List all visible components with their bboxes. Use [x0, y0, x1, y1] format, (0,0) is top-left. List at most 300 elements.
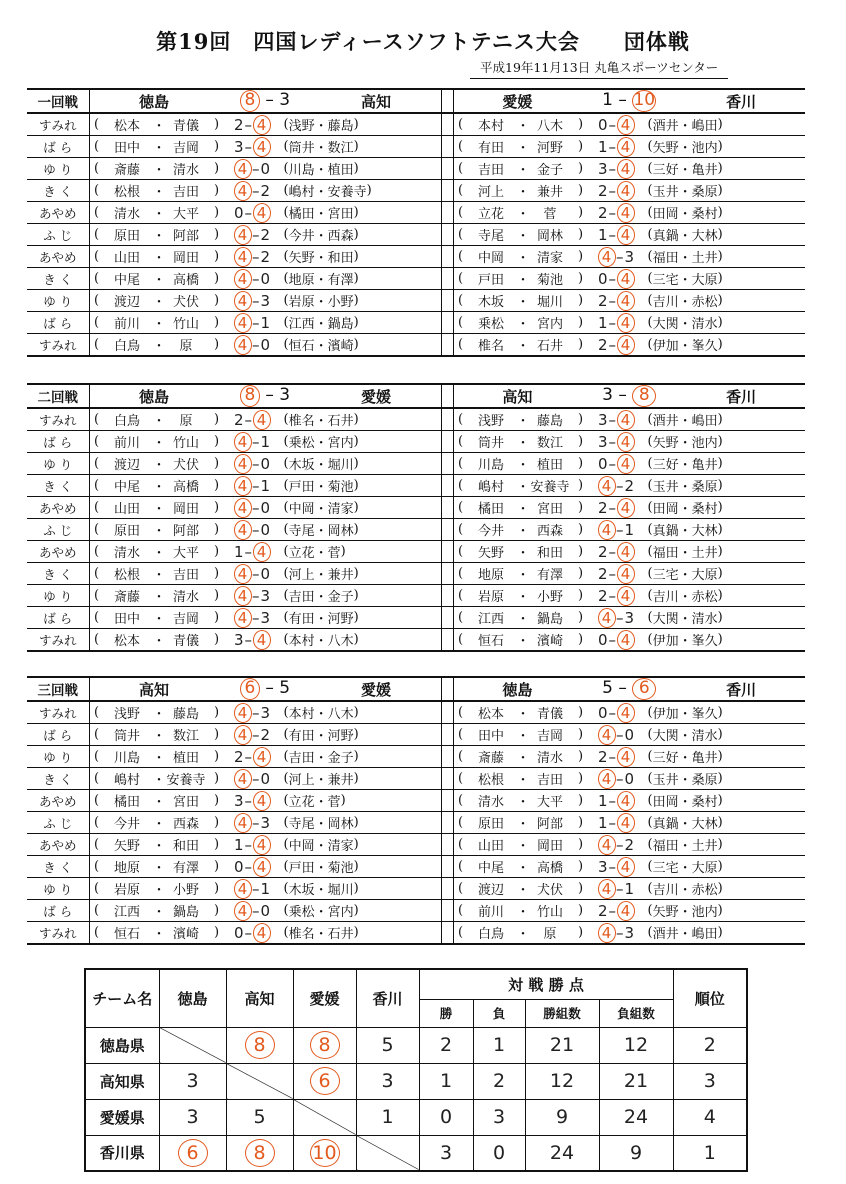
player-name: 矢野 [113, 839, 140, 854]
open-paren: ( [647, 815, 653, 830]
match-category: すみれ [27, 334, 89, 357]
score-dash: – [615, 879, 625, 898]
standings-row [85, 1027, 747, 1063]
match-row [27, 563, 805, 585]
player-name: 嶋田 [691, 119, 718, 134]
match-cell [89, 136, 441, 158]
standings-points: 0 [473, 1135, 525, 1171]
match-category: ゆ り [27, 746, 89, 768]
match-category: あやめ [27, 246, 89, 268]
name-separator: ・ [516, 317, 530, 332]
player-name: 江西 [477, 612, 504, 627]
player-name: 岡林 [327, 817, 354, 832]
pair-a [90, 586, 222, 605]
player-name: 阿部 [172, 524, 199, 539]
open-paren: ( [647, 227, 653, 242]
round-team-header [89, 384, 441, 408]
team-b-name: 香川 [726, 387, 757, 406]
game-score [586, 203, 648, 223]
round-label: 二回戦 [27, 384, 89, 408]
player-name: 赤松 [691, 883, 718, 898]
round-team-header [89, 677, 441, 701]
player-name: 清水 [691, 317, 718, 332]
open-paren: ( [93, 227, 100, 242]
player-name: 吉川 [652, 883, 679, 898]
open-paren: ( [647, 859, 653, 874]
match-cell [89, 312, 441, 334]
player-name: 清家 [327, 502, 354, 517]
score-dash: – [608, 159, 618, 178]
standings-vs-score: 6 [178, 1139, 208, 1167]
player-name: 大関 [652, 317, 679, 332]
close-paren: ) [717, 881, 723, 896]
pair-a [454, 410, 586, 429]
open-paren: ( [457, 456, 464, 471]
match-row [27, 856, 805, 878]
match-pairing [454, 137, 806, 157]
match-row [27, 290, 805, 312]
match-cell [453, 334, 805, 357]
pair-b [284, 813, 412, 832]
close-paren: ) [577, 727, 584, 742]
player-name: 酒井 [652, 927, 679, 942]
match-cell [453, 408, 805, 431]
game-score [586, 608, 648, 628]
close-paren: ) [353, 500, 359, 515]
match-cell [453, 724, 805, 746]
player-name: 三宅 [652, 568, 679, 583]
player-name: 伊加 [652, 707, 679, 722]
player-name: 安養寺 [166, 773, 206, 788]
name-separator: ・ [678, 524, 692, 539]
match-cell [89, 113, 441, 136]
match-pairing [454, 313, 806, 333]
player-name: 清水 [172, 163, 199, 178]
player-name: 数江 [172, 729, 199, 744]
player-name: 数江 [327, 141, 354, 156]
round-table [27, 383, 805, 652]
score-b: 4 [617, 542, 635, 562]
team-b-score: 8 [632, 385, 656, 407]
pair-a [90, 703, 222, 722]
pair-b [284, 586, 412, 605]
name-separator: ・ [152, 795, 166, 810]
player-name: 兼井 [327, 773, 354, 788]
pair-a [90, 247, 222, 266]
column-separator [441, 334, 453, 357]
name-separator: ・ [152, 458, 166, 473]
game-score [222, 291, 284, 311]
player-name: 岡田 [536, 839, 563, 854]
name-separator: ・ [678, 251, 692, 266]
close-paren: ) [353, 293, 359, 308]
open-paren: ( [283, 881, 289, 896]
close-paren: ) [353, 117, 359, 132]
player-name: 川島 [113, 751, 140, 766]
close-paren: ) [577, 749, 584, 764]
player-name: 寺尾 [288, 524, 315, 539]
game-score [586, 542, 648, 562]
player-name: 植田 [172, 751, 199, 766]
close-paren: ) [717, 337, 723, 352]
pair-a [454, 247, 586, 266]
name-separator: ・ [152, 773, 166, 788]
match-cell [453, 180, 805, 202]
score-dash: – [259, 90, 280, 110]
match-cell [453, 746, 805, 768]
pair-b [284, 410, 412, 429]
match-row [27, 431, 805, 453]
pair-a [90, 203, 222, 222]
pair-a [90, 291, 222, 310]
standings-vs-cell [159, 1099, 226, 1135]
match-cell [453, 834, 805, 856]
score-dash: – [615, 608, 625, 627]
player-name: 嶋田 [691, 414, 718, 429]
pair-b [284, 498, 412, 517]
player-name: 宮田 [172, 795, 199, 810]
standings-points: 2 [473, 1063, 525, 1099]
close-paren: ) [213, 925, 220, 940]
player-name: 菅 [327, 795, 341, 810]
name-separator: ・ [516, 707, 530, 722]
player-name: 斎藤 [113, 163, 140, 178]
player-name: 藤島 [327, 119, 354, 134]
score-b: 4 [617, 432, 635, 452]
open-paren: ( [93, 749, 100, 764]
close-paren: ) [577, 705, 584, 720]
close-paren: ) [213, 903, 220, 918]
name-separator: ・ [152, 590, 166, 605]
standings-self-cell [293, 1099, 356, 1135]
score-b: 0 [260, 498, 272, 517]
player-name: 矢野 [477, 546, 504, 561]
close-paren: ) [717, 478, 723, 493]
match-category: すみれ [27, 408, 89, 431]
player-name: 本村 [288, 707, 315, 722]
score-a: 4 [234, 247, 252, 267]
player-name: 吉岡 [172, 612, 199, 627]
pair-a [454, 225, 586, 244]
player-name: 岩原 [288, 295, 315, 310]
match-cell [453, 812, 805, 834]
game-score [586, 225, 648, 245]
close-paren: ) [213, 588, 220, 603]
pair-b [284, 476, 412, 495]
score-dash: – [251, 291, 261, 310]
open-paren: ( [647, 271, 653, 286]
name-separator: ・ [314, 119, 328, 134]
standings-points: 3 [473, 1099, 525, 1135]
name-separator: ・ [678, 229, 692, 244]
document-title: 第19回 四国レディースソフトテニス大会 団体戦 [156, 29, 690, 54]
pair-b [648, 269, 776, 288]
player-name: 和田 [536, 546, 563, 561]
team-match-header [90, 385, 441, 407]
match-cell [89, 408, 441, 431]
name-separator: ・ [516, 163, 530, 178]
game-score [586, 137, 648, 157]
pair-a [90, 115, 222, 134]
score-b: 4 [253, 835, 271, 855]
player-name: 立花 [288, 795, 315, 810]
close-paren: ) [717, 522, 723, 537]
standings-table [84, 968, 748, 1172]
match-cell [453, 453, 805, 475]
score-b: 3 [624, 608, 636, 627]
close-paren: ) [213, 271, 220, 286]
score-b: 1 [260, 476, 272, 495]
player-name: 橘田 [288, 207, 315, 222]
open-paren: ( [283, 183, 289, 198]
player-name: 鍋島 [327, 317, 354, 332]
team-b-name: 香川 [726, 92, 757, 111]
player-name: 真鍋 [652, 817, 679, 832]
open-paren: ( [647, 588, 653, 603]
player-name: 浅野 [113, 707, 140, 722]
match-row [27, 246, 805, 268]
score-dash: – [615, 769, 625, 788]
match-cell [89, 585, 441, 607]
open-paren: ( [457, 771, 464, 786]
open-paren: ( [647, 183, 653, 198]
player-name: 今井 [477, 524, 504, 539]
match-cell [453, 431, 805, 453]
name-separator: ・ [314, 185, 328, 200]
player-name: 大平 [536, 795, 563, 810]
score-dash: – [244, 137, 254, 156]
match-cell [89, 790, 441, 812]
player-name: 清水 [172, 590, 199, 605]
score-b: 2 [624, 476, 636, 495]
team-a-name: 高知 [138, 680, 169, 699]
pair-b [648, 203, 776, 222]
name-separator: ・ [516, 480, 530, 495]
name-separator: ・ [314, 436, 328, 451]
player-name: 池内 [691, 141, 718, 156]
column-separator [441, 856, 453, 878]
name-separator: ・ [678, 458, 692, 473]
score-b: 1 [260, 432, 272, 451]
column-separator [441, 585, 453, 607]
score-a: 4 [598, 476, 616, 496]
match-category: ゆ り [27, 878, 89, 900]
match-row [27, 701, 805, 724]
pair-b [648, 813, 776, 832]
pair-b [648, 159, 776, 178]
player-name: 赤松 [691, 295, 718, 310]
round-team-header [453, 677, 805, 701]
team-score [602, 90, 656, 112]
score-dash: – [251, 181, 261, 200]
match-category: ば ら [27, 312, 89, 334]
score-a: 1 [597, 137, 609, 156]
player-name: 金子 [327, 751, 354, 766]
name-separator: ・ [152, 883, 166, 898]
player-name: 斎藤 [113, 590, 140, 605]
column-separator [441, 790, 453, 812]
open-paren: ( [283, 727, 289, 742]
pair-b [648, 137, 776, 156]
pair-b [648, 630, 776, 649]
name-separator: ・ [152, 524, 166, 539]
close-paren: ) [353, 903, 359, 918]
standings-points: 3 [419, 1135, 473, 1171]
game-score [586, 813, 648, 833]
match-cell [89, 900, 441, 922]
column-separator [441, 497, 453, 519]
score-a: 3 [597, 432, 609, 451]
match-category: あやめ [27, 497, 89, 519]
player-name: 植田 [536, 458, 563, 473]
score-a: 2 [597, 747, 609, 766]
score-dash: – [244, 747, 254, 766]
score-b: 2 [624, 835, 636, 854]
pair-b [648, 857, 776, 876]
name-separator: ・ [314, 229, 328, 244]
player-name: 金子 [536, 163, 563, 178]
score-a: 1 [233, 542, 245, 561]
name-separator: ・ [678, 839, 692, 854]
match-pairing [454, 630, 806, 650]
standings-vs-score: 5 [253, 1106, 266, 1128]
close-paren: ) [353, 522, 359, 537]
match-pairing [454, 879, 806, 899]
name-separator: ・ [152, 229, 166, 244]
pair-b [648, 335, 776, 354]
player-name: 桑村 [691, 502, 718, 517]
column-separator [441, 541, 453, 563]
standings-rank-header: 順位 [673, 969, 747, 1027]
open-paren: ( [283, 632, 289, 647]
close-paren: ) [577, 566, 584, 581]
score-a: 1 [233, 835, 245, 854]
match-pairing [454, 476, 806, 496]
name-separator: ・ [678, 163, 692, 178]
score-a: 4 [234, 159, 252, 179]
match-category: き く [27, 475, 89, 497]
open-paren: ( [93, 117, 100, 132]
match-pairing [454, 769, 806, 789]
score-dash: – [608, 630, 618, 649]
player-name: 江西 [288, 317, 315, 332]
name-separator: ・ [678, 795, 692, 810]
pair-a [90, 432, 222, 451]
name-separator: ・ [314, 839, 328, 854]
match-row [27, 922, 805, 945]
close-paren: ) [213, 293, 220, 308]
score-a: 4 [234, 181, 252, 201]
match-pairing [90, 159, 441, 179]
player-name: 石井 [536, 339, 563, 354]
pair-a [90, 313, 222, 332]
open-paren: ( [93, 771, 100, 786]
match-pairing [90, 857, 441, 877]
player-name: 松根 [113, 185, 140, 200]
player-name: 鍋島 [536, 612, 563, 627]
player-name: 筒井 [477, 436, 504, 451]
standings-points: 9 [525, 1099, 599, 1135]
pair-a [90, 159, 222, 178]
team-a-name: 徳島 [502, 680, 533, 699]
player-name: 白鳥 [113, 414, 140, 429]
standings-rank: 4 [673, 1099, 747, 1135]
close-paren: ) [213, 566, 220, 581]
name-separator: ・ [152, 927, 166, 942]
match-cell [89, 629, 441, 652]
name-separator: ・ [152, 141, 166, 156]
pair-b [648, 586, 776, 605]
match-pairing [90, 725, 441, 745]
standings-vs-score: 1 [381, 1106, 394, 1128]
player-name: 寺尾 [288, 817, 315, 832]
name-separator: ・ [516, 229, 530, 244]
open-paren: ( [647, 522, 653, 537]
standings-rank: 1 [673, 1135, 747, 1171]
match-cell [453, 878, 805, 900]
score-b: 3 [260, 703, 272, 722]
pair-a [90, 923, 222, 942]
match-cell [89, 746, 441, 768]
player-name: 筒井 [113, 729, 140, 744]
player-name: 河野 [327, 729, 354, 744]
name-separator: ・ [152, 480, 166, 495]
close-paren: ) [213, 815, 220, 830]
player-name: 菊池 [327, 480, 354, 495]
column-separator [441, 408, 453, 431]
player-name: 筒井 [288, 141, 315, 156]
name-separator: ・ [516, 185, 530, 200]
name-separator: ・ [516, 251, 530, 266]
name-separator: ・ [152, 817, 166, 832]
name-separator: ・ [516, 414, 530, 429]
match-cell [453, 475, 805, 497]
player-name: 本村 [288, 634, 315, 649]
player-name: 嶋村 [477, 480, 504, 495]
standings-vs-cell [159, 1135, 226, 1171]
open-paren: ( [93, 793, 100, 808]
score-dash: – [608, 115, 618, 134]
match-cell [453, 290, 805, 312]
score-dash: – [608, 813, 618, 832]
team-a-name: 愛媛 [502, 92, 533, 111]
open-paren: ( [93, 632, 100, 647]
game-score [222, 835, 284, 855]
pair-b [284, 520, 412, 539]
match-pairing [454, 159, 806, 179]
pair-b [284, 335, 412, 354]
close-paren: ) [213, 456, 220, 471]
pair-a [90, 747, 222, 766]
column-separator [441, 453, 453, 475]
team-score [602, 385, 656, 407]
score-a: 4 [234, 476, 252, 496]
player-name: 大林 [691, 229, 718, 244]
name-separator: ・ [152, 273, 166, 288]
close-paren: ) [213, 749, 220, 764]
team-a-name: 高知 [502, 387, 533, 406]
close-paren: ) [577, 117, 584, 132]
player-name: 亀井 [691, 163, 718, 178]
match-cell [453, 922, 805, 945]
player-name: 今井 [113, 817, 140, 832]
standings-points: 2 [419, 1027, 473, 1063]
player-name: 菊池 [536, 273, 563, 288]
open-paren: ( [283, 793, 289, 808]
column-separator [441, 607, 453, 629]
player-name: 安養寺 [530, 480, 570, 495]
column-separator [441, 677, 453, 701]
